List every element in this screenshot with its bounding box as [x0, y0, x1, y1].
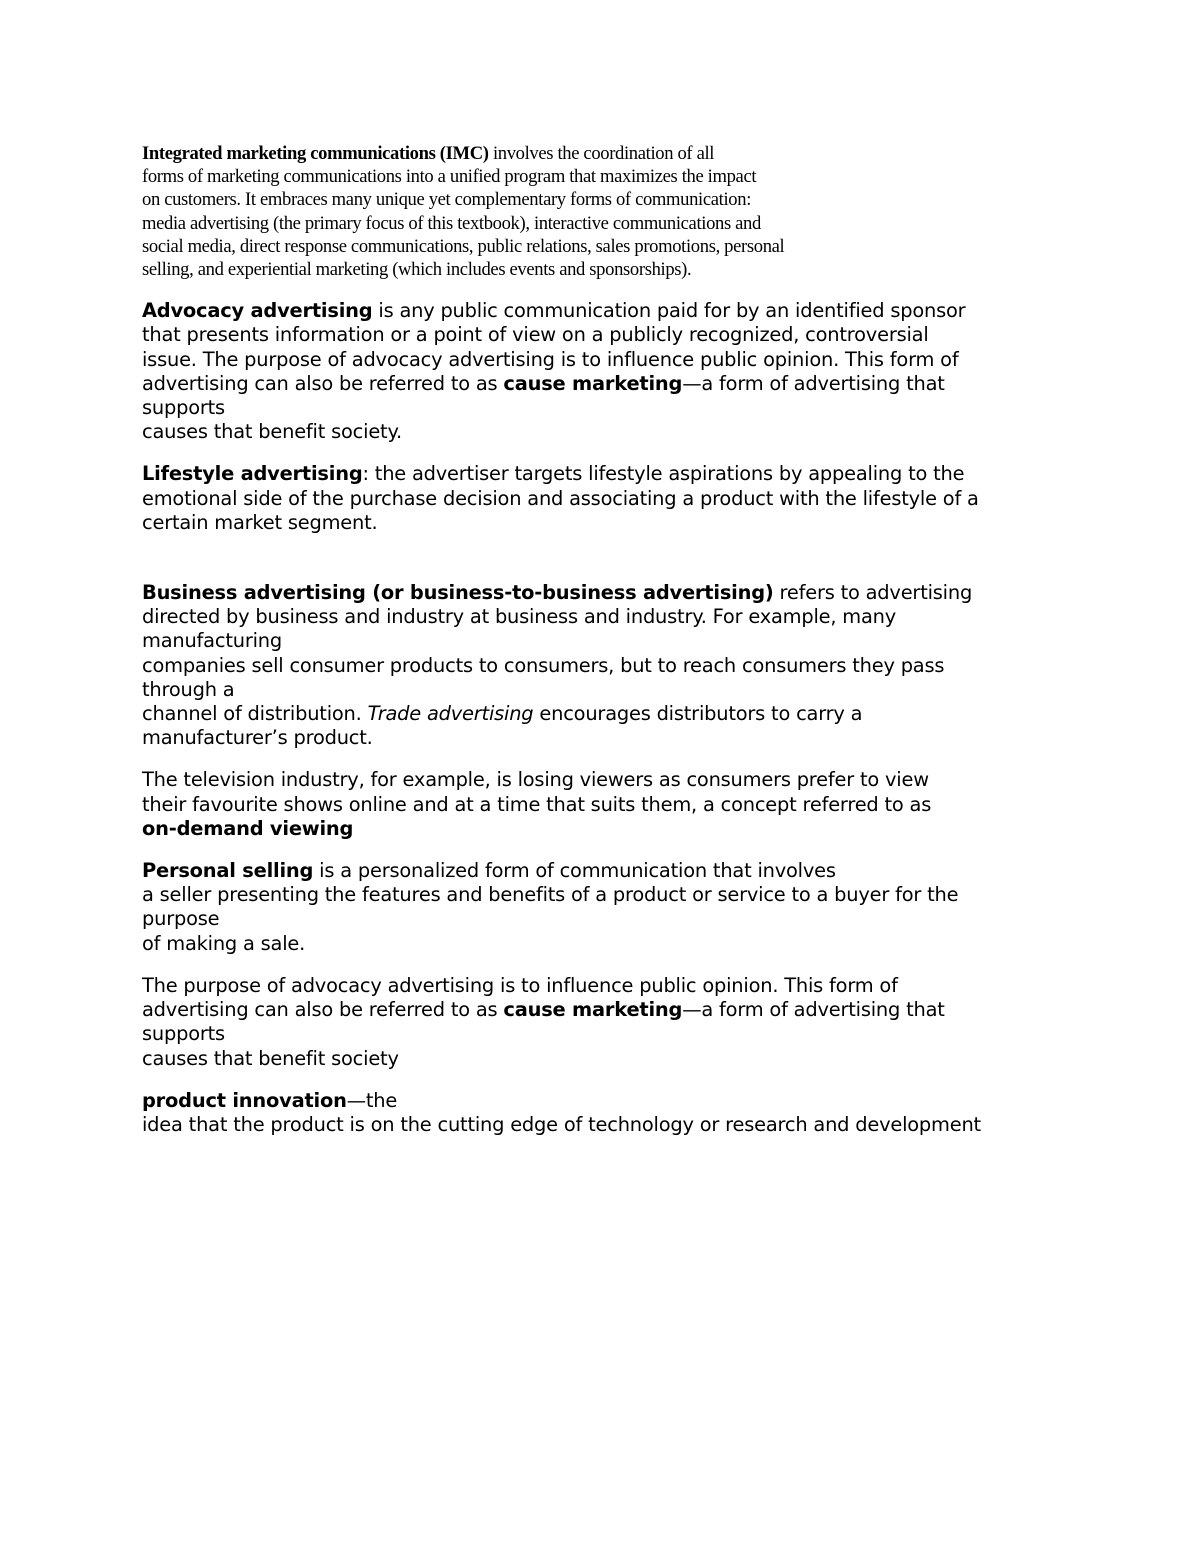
- imc-term: Integrated marketing communications (IMC): [142, 143, 489, 164]
- lifestyle-paragraph: Lifestyle advertising: the advertiser targets lifestyle aspirations by appealing to the emotional side of the purchase decision and associating a product with the lifestyle of a certain market segment.: [142, 462, 979, 534]
- trade-advertising-term: Trade advertising: [367, 702, 534, 726]
- advocacy-paragraph: Advocacy advertising is any public communication paid for by an identified sponsor that presents information or a point of view on a publicly recognized, controversial issue. The purpose of advocacy advertising is to influence public opinion. This form of advertising can also be referred to as cause marketing—a form of advertising that supports causes that benefit society.: [142, 299, 966, 444]
- product-innovation-term: product innovation: [142, 1088, 347, 1112]
- product-innovation-paragraph: product innovation—the idea that the product is on the cutting edge of technology or research and development: [142, 1088, 981, 1136]
- cause-marketing-term: cause marketing: [503, 371, 683, 395]
- personal-selling-term: Personal selling: [142, 859, 314, 883]
- personal-selling-paragraph: Personal selling is a personalized form of communication that involves a seller presenting the features and benefits of a product or service to a buyer for the purpose of making a sale.: [142, 859, 959, 955]
- on-demand-viewing-term: on-demand viewing: [142, 816, 354, 840]
- cause-marketing-term-2: cause marketing: [503, 998, 683, 1022]
- purpose-paragraph: The purpose of advocacy advertising is to influence public opinion. This form of advertising can also be referred to as cause marketing—a form of advertising that supports causes that benefit society: [142, 973, 945, 1070]
- lifestyle-term: Lifestyle advertising: [142, 462, 363, 486]
- television-paragraph: The television industry, for example, is losing viewers as consumers prefer to view their favourite shows online and at a time that suits them, a concept referred to as on-demand viewing: [142, 768, 932, 840]
- business-term: Business advertising (or business-to-business advertising): [142, 581, 774, 605]
- document-page: [142, 142, 1082, 1155]
- advocacy-term: Advocacy advertising: [142, 299, 373, 323]
- imc-paragraph: Integrated marketing communications (IMC) involves the coordination of all forms of marketing communications into a unified program that maximizes the impact on customers. It embraces many unique yet complementary forms of communication: media advertising (the primary focus of this textbook), interactive communications and social media, direct response communications, public relations, sales promotions, personal selling, and experiential marketing (which includes events and sponsorships).: [142, 143, 785, 281]
- business-paragraph: Business advertising (or business-to-business advertising) refers to advertising directed by business and industry at business and industry. For example, many manufacturing companies sell consumer products to consumers, but to reach consumers they pass through a channel of distribution. Trade advertising encourages distributors to carry a manufacturer’s product.: [142, 581, 973, 750]
